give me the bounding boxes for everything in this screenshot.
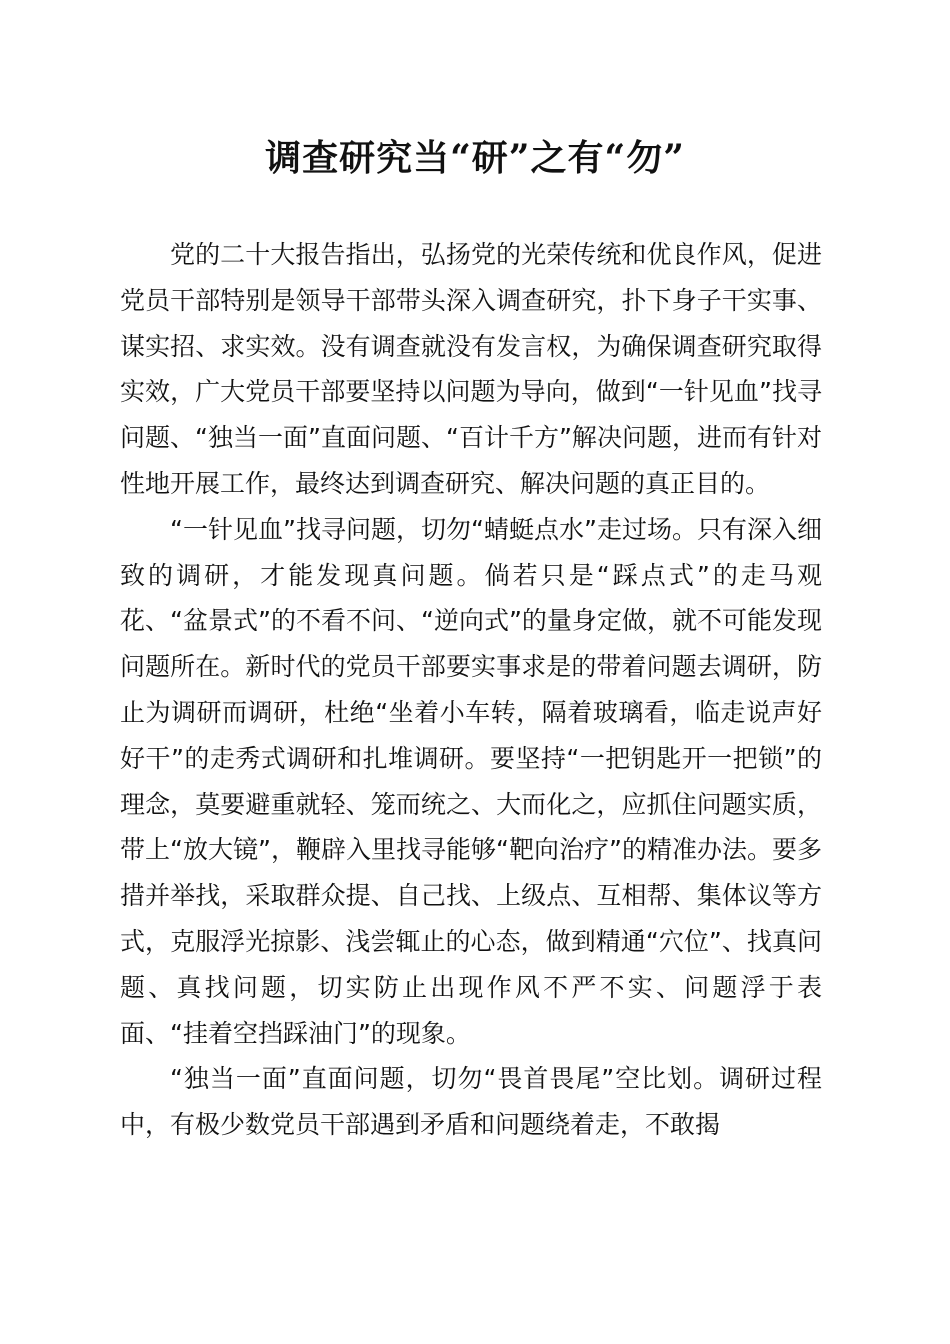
document-title: 调查研究当“研”之有“勿”	[265, 137, 685, 179]
paragraph-face-problems: “独当一面”直面问题，切勿“畏首畏尾”空比划。调研过程中，有极少数党员干部遇到矛盾和问题绕着走，不敢揭	[120, 1064, 822, 1140]
paragraph-intro: 党的二十大报告指出，弘扬党的光荣传统和优良作风，促进党员干部特别是领导干部带头深入调查研究，扑下身子干实事、谋实招、求实效。没有调查就没有发言权，为确保调查研究取得实效，广大党员干部要坚持以问题为导向，做到“一针见血”找寻问题、“独当一面”直面问题、“百计千方”解决问题，进而有针对性地开展工作，最终达到调查研究、解决问题的真正目的。	[120, 240, 822, 498]
paragraph-find-problems: “一针见血”找寻问题，切勿“蜻蜓点水”走过场。只有深入细致的调研，才能发现真问题。倘若只是“踩点式”的走马观花、“盆景式”的不看不问、“逆向式”的量身定做，就不可能发现问题所在。新时代的党员干部要实事求是的带着问题去调研，防止为调研而调研，杜绝“坐着小车转，隔着玻璃看，临走说声好好干”的走秀式调研和扎堆调研。要坚持“一把钥匙开一把锁”的理念，莫要避重就轻、笼而统之、大而化之，应抓住问题实质，带上“放大镜”，鞭辟入里找寻能够“靶向治疗”的精准办法。要多措并举找，采取群众提、自己找、上级点、互相帮、集体议等方式，克服浮光掠影、浅尝辄止的心态，做到精通“穴位”、找真问题、真找问题，切实防止出现作风不严不实、问题浮于表面、“挂着空挡踩油门”的现象。	[120, 514, 822, 1048]
document-body	[120, 232, 822, 1148]
